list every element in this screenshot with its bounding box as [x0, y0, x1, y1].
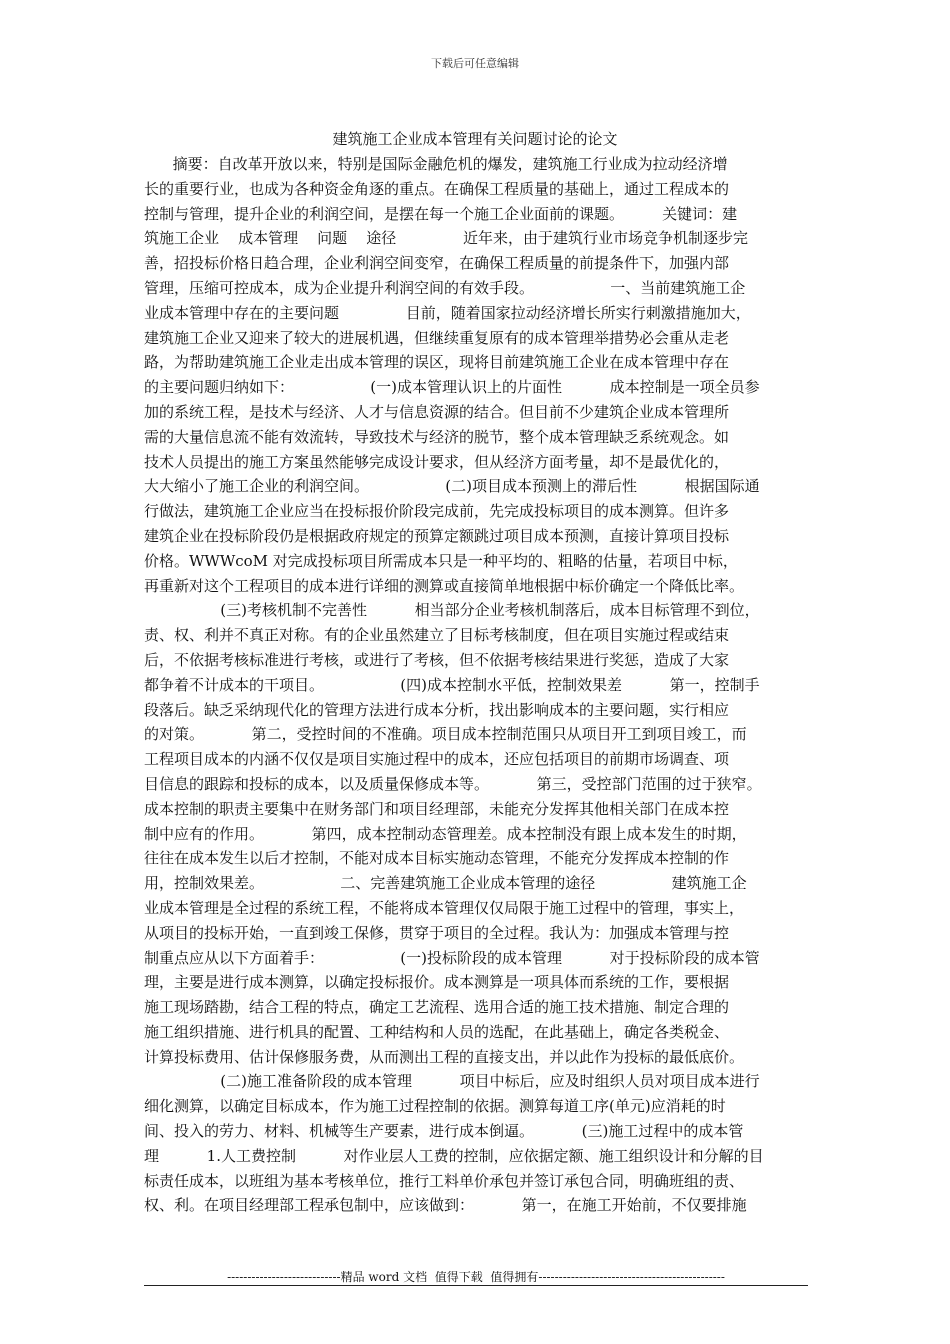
- body-line: 施工现场踏勘，结合工程的特点，确定工艺流程、选用合适的施工技术措施、制定合理的: [144, 998, 730, 1017]
- body-line: 段落后。缺乏采纳现代化的管理方法进行成本分析，找出影响成本的主要问题，实行相应: [144, 700, 730, 719]
- body-line: 路，为帮助建筑施工企业走出成本管理的误区，现将目前建筑施工企业在成本管理中存在: [144, 353, 730, 372]
- footer-note: ----------------------------精品 word 文档 值得下载 值得拥有----------------------------------------------: [227, 1270, 725, 1284]
- body-line: 制中应有的作用。 第四，成本控制动态管理差。成本控制没有跟上成本发生的时期，: [144, 824, 747, 843]
- body-line: 用，控制效果差。 二、完善建筑施工企业成本管理的途径 建筑施工企: [144, 874, 747, 893]
- body-line: 理 1.人工费控制 对作业层人工费的控制，应依据定额、施工组织设计和分解的目: [144, 1146, 764, 1165]
- body-line: 工程项目成本的内涵不仅仅是项目实施过程中的成本，还应包括项目的前期市场调查、项: [144, 750, 730, 769]
- body-line: 细化测算，以确定目标成本，作为施工过程控制的依据。测算每道工序(单元)应消耗的时: [144, 1097, 726, 1116]
- body-line: 建筑施工企业又迎来了较大的进展机遇，但继续重复原有的成本管理举措势必会重从走老: [144, 328, 730, 347]
- body-line: 业成本管理中存在的主要问题 目前，随着国家拉动经济增长所实行刺激措施加大，: [144, 303, 751, 322]
- body-line: 需的大量信息流不能有效流转，导致技术与经济的脱节，整个成本管理缺乏系统观念。如: [144, 427, 730, 446]
- body-line: 施工组织措施、进行机具的配置、工种结构和人员的选配，在此基础上，确定各类税金、: [144, 1022, 730, 1041]
- document-title: 建筑施工企业成本管理有关问题讨论的论文: [332, 130, 618, 148]
- body-line: (二)施工准备阶段的成本管理 项目中标后，应及时组织人员对项目成本进行: [144, 1072, 760, 1091]
- body-line: 管理，压缩可控成本，成为企业提升利润空间的有效手段。 一、当前建筑施工企: [144, 278, 746, 297]
- body-line: 间、投入的劳力、材料、机械等生产要素，进行成本倒逼。 (三)施工过程中的成本管: [144, 1122, 744, 1141]
- body-line: 大大缩小了施工企业的利润空间。 (二)项目成本预测上的滞后性 根据国际通: [144, 477, 760, 496]
- body-line: 再重新对这个工程项目的成本进行详细的测算或直接简单地根据中标价确定一个降低比率。: [144, 576, 745, 595]
- body-line: 技术人员提出的施工方案虽然能够完成设计要求，但从经济方面考量，却不是最优化的，: [144, 452, 730, 471]
- body-line: 制重点应从以下方面着手： (一)投标阶段的成本管理 对于投标阶段的成本管: [144, 948, 760, 967]
- body-line: 都争着不计成本的干项目。 (四)成本控制水平低，控制效果差 第一，控制手: [144, 675, 760, 694]
- body-line: 成本控制的职责主要集中在财务部门和项目经理部，未能充分发挥其他相关部门在成本控: [144, 799, 730, 818]
- body-line: 目信息的跟踪和投标的成本，以及质量保修成本等。 第三，受控部门范围的过于狭窄。: [144, 774, 762, 793]
- body-line: 善，招投标价格日趋合理，企业利润空间变窄，在确保工程质量的前提条件下，加强内部: [144, 254, 730, 273]
- body-line: 后，不依据考核标准进行考核，或进行了考核，但不依据考核结果进行奖惩，造成了大家: [144, 650, 730, 669]
- body-line: 的对策。 第二，受控时间的不准确。项目成本控制范围只从项目开工到项目竣工，而: [144, 725, 747, 744]
- body-line: 控制与管理，提升企业的利润空间，是摆在每一个施工企业面前的课题。 关键词：建: [144, 204, 738, 223]
- body-line: 计算投标费用、估计保修服务费，从而测出工程的直接支出，并以此作为投标的最低底价。: [144, 1047, 745, 1066]
- body-line: 长的重要行业，也成为各种资金角逐的重点。在确保工程质量的基础上，通过工程成本的: [144, 179, 730, 198]
- body-line: (三)考核机制不完善性 相当部分企业考核机制落后，成本目标管理不到位，: [144, 601, 760, 620]
- body-line: 权、利。在项目经理部工程承包制中，应该做到： 第一，在施工开始前，不仅要排施: [144, 1196, 747, 1215]
- document-body: [144, 152, 808, 1218]
- body-line: 建筑企业在投标阶段仍是根据政府规定的预算定额跳过项目成本预测，直接计算项目投标: [144, 526, 730, 545]
- body-line: 从项目的投标开始，一直到竣工保修，贯穿于项目的全过程。我认为：加强成本管理与控: [144, 923, 730, 942]
- body-line: 理，主要是进行成本测算，以确定投标报价。成本测算是一项具体而系统的工作，要根据: [144, 973, 730, 992]
- header-note: 下载后可任意编辑: [431, 57, 519, 70]
- body-line: 行做法，建筑施工企业应当在投标报价阶段完成前，先完成投标项目的成本测算。但许多: [144, 502, 730, 521]
- body-line: 往往在成本发生以后才控制，不能对成本目标实施动态管理，不能充分发挥成本控制的作: [144, 849, 730, 868]
- body-line: 业成本管理是全过程的系统工程，不能将成本管理仅仅局限于施工过程中的管理，事实上，: [144, 898, 745, 917]
- footer-divider: [144, 1285, 808, 1286]
- body-line: 责、权、利并不真正对称。有的企业虽然建立了目标考核制度，但在项目实施过程或结束: [144, 626, 730, 645]
- body-line: 加的系统工程，是技术与经济、人才与信息资源的结合。但目前不少建筑企业成本管理所: [144, 402, 730, 421]
- body-line: 的主要问题归纳如下： (一)成本管理认识上的片面性 成本控制是一项全员参: [144, 378, 760, 397]
- body-line: 筑施工企业 成本管理 问题 途径 近年来，由于建筑行业市场竞争机制逐步完: [144, 229, 748, 248]
- body-line: 摘要：自改革开放以来，特别是国际金融危机的爆发，建筑施工行业成为拉动经济增: [144, 155, 728, 173]
- body-line: 价格。WWWcoM 对完成投标项目所需成本只是一种平均的、粗略的估量，若项目中标，: [144, 551, 738, 570]
- body-line: 标责任成本，以班组为基本考核单位，推行工料单价承包并签订承包合同，明确班组的责、: [144, 1171, 745, 1190]
